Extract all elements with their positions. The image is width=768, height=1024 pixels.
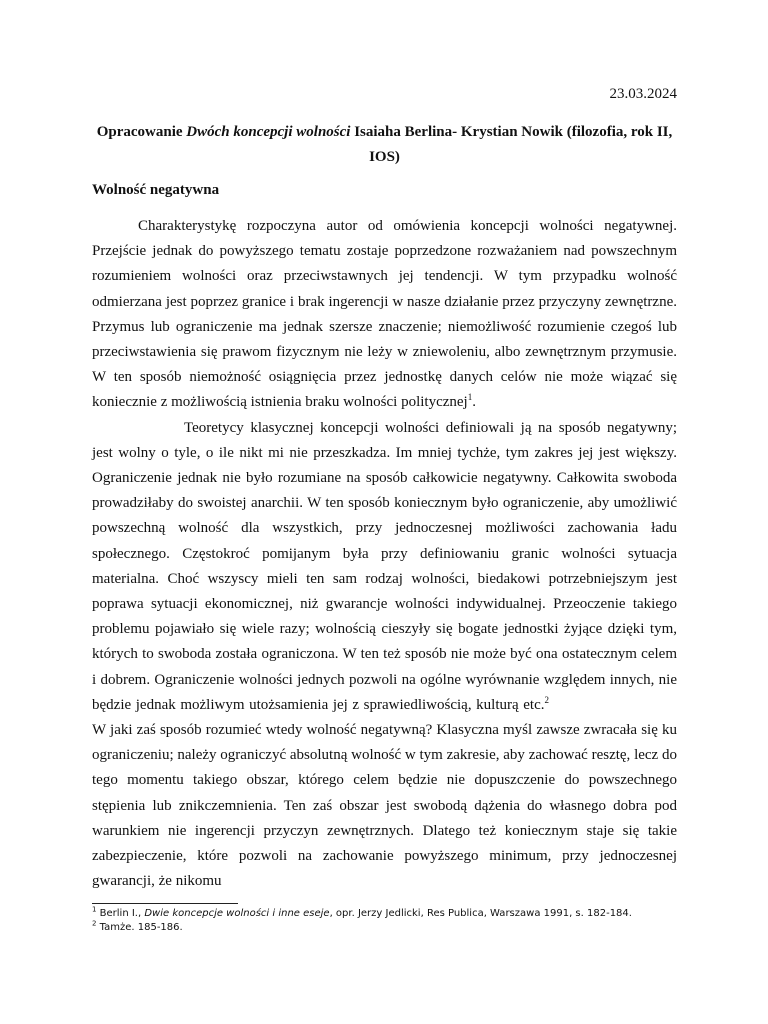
footnote-2-number: 2 xyxy=(92,919,97,928)
footnote-ref-1: 1 xyxy=(467,392,473,403)
footnote-2-before: Tamże. 185-186. xyxy=(96,922,183,933)
footnote-1-italic: Dwie koncepcje wolności i inne eseje xyxy=(144,908,330,919)
document-title xyxy=(92,120,677,170)
paragraph-1-end: . xyxy=(472,394,476,411)
footnote-separator xyxy=(92,903,238,904)
title-italic-work: Dwóch koncepcji wolności xyxy=(186,124,351,140)
document-page xyxy=(92,0,677,1024)
document-date: 23.03.2024 xyxy=(609,86,677,102)
footnote-2 xyxy=(92,921,677,935)
footnotes xyxy=(92,907,677,935)
paragraph-1-text: Charakterystykę rozpoczyna autor od omówienia koncepcji wolności negatywnej. Przejście jednak do powyższego tematu zostaje poprzedzone rozważaniem nad powszechnym rozumieniem wolności oraz przeciwstawnych jej tendencji. W tym przypadku wolność odmierzana jest poprzez granice i brak ingerencji w nasze działanie przez przyczyny zewnętrzne. Przymus lub ograniczenie ma jednak szersze znaczenie; niemożliwość rozumienie czegoś lub przeciwstawienia się prawom fizycznym nie leży w zniewoleniu, albo zewnętrznym przymusie. W ten sposób niemożność osiągnięcia przez jednostkę danych celów nie może wiązać się koniecznie z możliwością istnienia braku wolności politycznej xyxy=(92,218,677,411)
footnote-ref-2: 2 xyxy=(544,694,549,705)
section-heading: Wolność negatywna xyxy=(92,182,220,198)
document-body xyxy=(92,214,677,894)
paragraph-2-text-a: Teoretycy klasycznej koncepcji wolności definiowali ją na sposób negatywny; jest wolny o tyle, o ile nikt mi nie przeszkadza. Im mniej tychże, tym zakres jej jest większy. Ograniczenie jednak nie było rozumiane na sposób całkowicie negatywny. Całkowita swoboda prowadziłaby do swoistej anarchii. W ten sposób koniecznym było ograniczenie, aby umożliwić powszechną wolność dla wszystkich, przy jednoczesnej możliwości zachowania ładu społecznego. Częstokroć pomijanym była przy definiowaniu granic wolności sytuacja materialna. Choć wszyscy mieli ten sam rodzaj wolności, biedakowi potrzebniejszym jest poprawa sytuacji ekonomicznej, niż gwarancje wolności indywidualnej. Przeoczenie takiego problemu pojawiało się wiele razy; wolnością cieszyły się bogate jednostki żyjące dzięki tym, których to swoboda została ograniczona. W ten też sposób nie może być ona ostatecznym celem i dobrem. Ograniczenie wolności jednych pozwoli na ogólne wyrównanie względem innych, nie będzie jednak możliwym utożsamienia jej z sprawiedliwością, kulturą etc. xyxy=(92,419,677,713)
paragraph-1 xyxy=(92,214,677,416)
footnote-1-before: Berlin I., xyxy=(96,908,145,919)
footnote-1-number: 1 xyxy=(92,905,97,914)
title-suffix: Isaiaha Berlina- Krystian Nowik (filozofia, rok II, IOS) xyxy=(350,124,673,165)
paragraph-2-text-b: W jaki zaś sposób rozumieć wtedy wolność negatywną? Klasyczna myśl zawsze zwracała się ku ograniczeniu; należy ograniczyć absolutną wolność w tym zakresie, aby zachować resztę, lecz do tego momentu takiego obszar, którego celem będzie nie dopuszczenie do powszechnego stępienia lub znikczemnienia. Ten zaś obszar jest swobodą dążenia do własnego dobra pod warunkiem nie ingerencji przyczyn zewnętrznych. Dlatego też koniecznym staje się takie zabezpieczenie, które pozwoli na zachowanie powyższego minimum, przy jednoczesnej gwarancji, że nikomu xyxy=(92,722,677,890)
footnote-1 xyxy=(92,907,677,921)
footnote-1-after: , opr. Jerzy Jedlicki, Res Publica, Warszawa 1991, s. 182-184. xyxy=(329,908,632,919)
title-prefix: Opracowanie xyxy=(96,124,187,140)
paragraph-2 xyxy=(92,416,677,895)
